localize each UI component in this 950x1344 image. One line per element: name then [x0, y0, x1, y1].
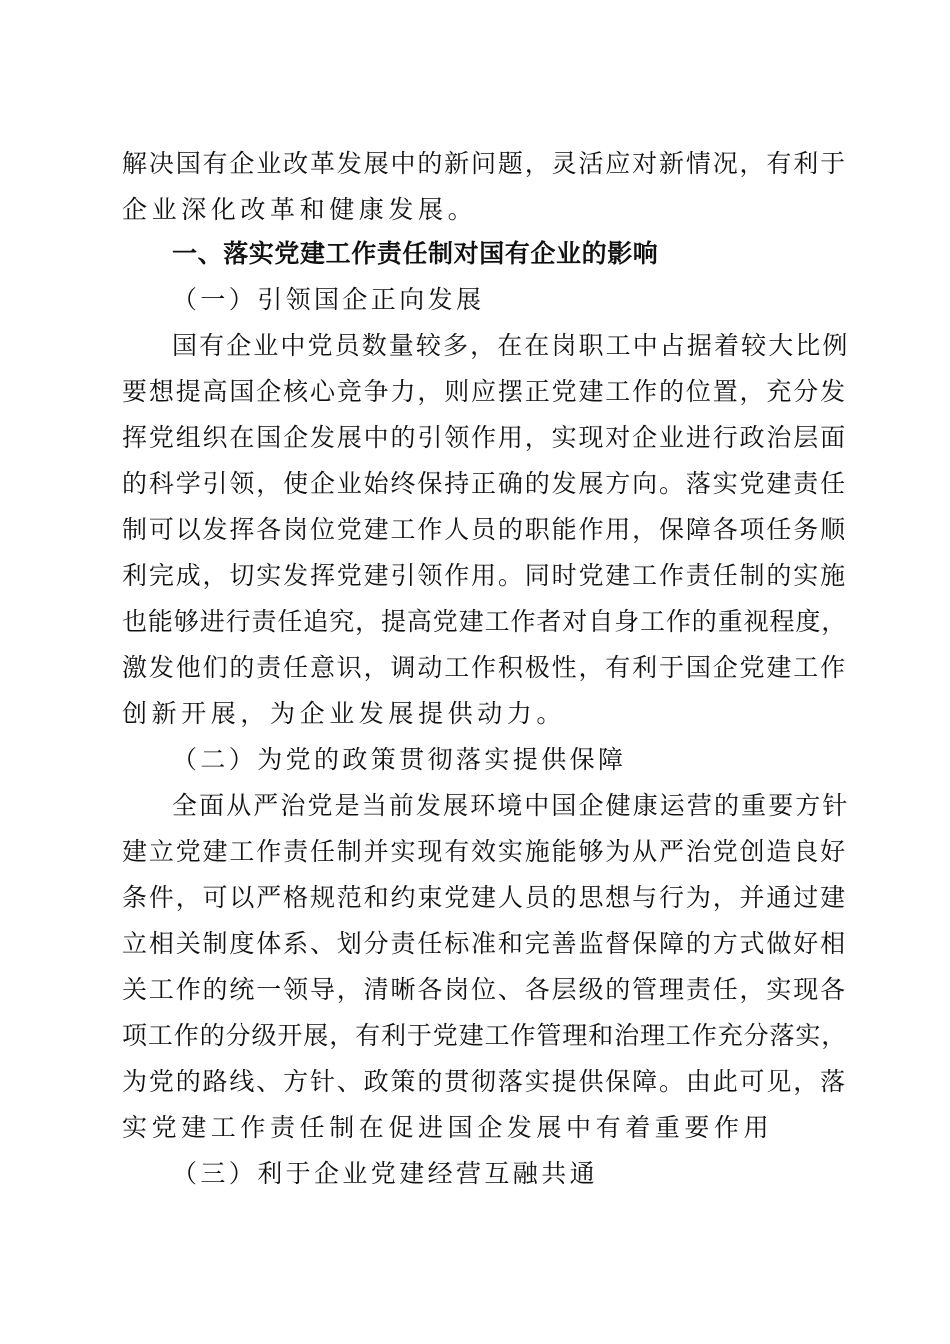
paragraph-line: 条件，可以严格规范和约束党建人员的思想与行为，并通过建	[122, 883, 847, 912]
paragraph-line: 要想提高国企核心竞争力，则应摆正党建工作的位置，充分发	[122, 377, 847, 406]
paragraph-line: 的科学引领，使企业始终保持正确的发展方向。落实党建责任	[122, 469, 847, 498]
paragraph-line: 全面从严治党是当前发展环境中国企健康运营的重要方针	[172, 791, 850, 820]
paragraph-line: 激发他们的责任意识，调动工作积极性，有利于国企党建工作	[122, 653, 847, 682]
intro-line: 企业深化改革和健康发展。	[122, 195, 478, 224]
paragraph-line: 制可以发挥各岗位党建工作人员的职能作用，保障各项任务顺	[122, 515, 847, 544]
subsection-title: （一）引领国企正向发展	[172, 285, 485, 314]
paragraph-line: 立相关制度体系、划分责任标准和完善监督保障的方式做好相	[122, 929, 847, 958]
section-heading: 一、落实党建工作责任制对国有企业的影响	[172, 239, 659, 268]
paragraph-line: 关工作的统一领导，清晰各岗位、各层级的管理责任，实现各	[122, 975, 847, 1004]
paragraph-line: 国有企业中党员数量较多，在在岗职工中占据着较大比例	[172, 331, 850, 360]
intro-line: 解决国有企业改革发展中的新问题，灵活应对新情况，有利于	[122, 149, 847, 178]
paragraph-line: 挥党组织在国企发展中的引领作用，实现对企业进行政治层面	[122, 423, 847, 452]
paragraph-line: 建立党建工作责任制并实现有效实施能够为从严治党创造良好	[122, 837, 847, 866]
subsection-title: （三）利于企业党建经营互融共通	[172, 1159, 599, 1188]
paragraph-line: 也能够进行责任追究，提高党建工作者对自身工作的重视程度，	[122, 607, 848, 636]
subsection-title: （二）为党的政策贯彻落实提供保障	[172, 745, 627, 774]
paragraph-line: 实党建工作责任制在促进国企发展中有着重要作用	[122, 1113, 774, 1142]
paragraph-line: 为党的路线、方针、政策的贯彻落实提供保障。由此可见，落	[122, 1067, 847, 1096]
paragraph-line: 项工作的分级开展，有利于党建工作管理和治理工作充分落实，	[122, 1021, 848, 1050]
paragraph-line: 利完成，切实发挥党建引领作用。同时党建工作责任制的实施	[122, 561, 847, 590]
paragraph-line: 创新开展，为企业发展提供动力。	[122, 699, 567, 728]
